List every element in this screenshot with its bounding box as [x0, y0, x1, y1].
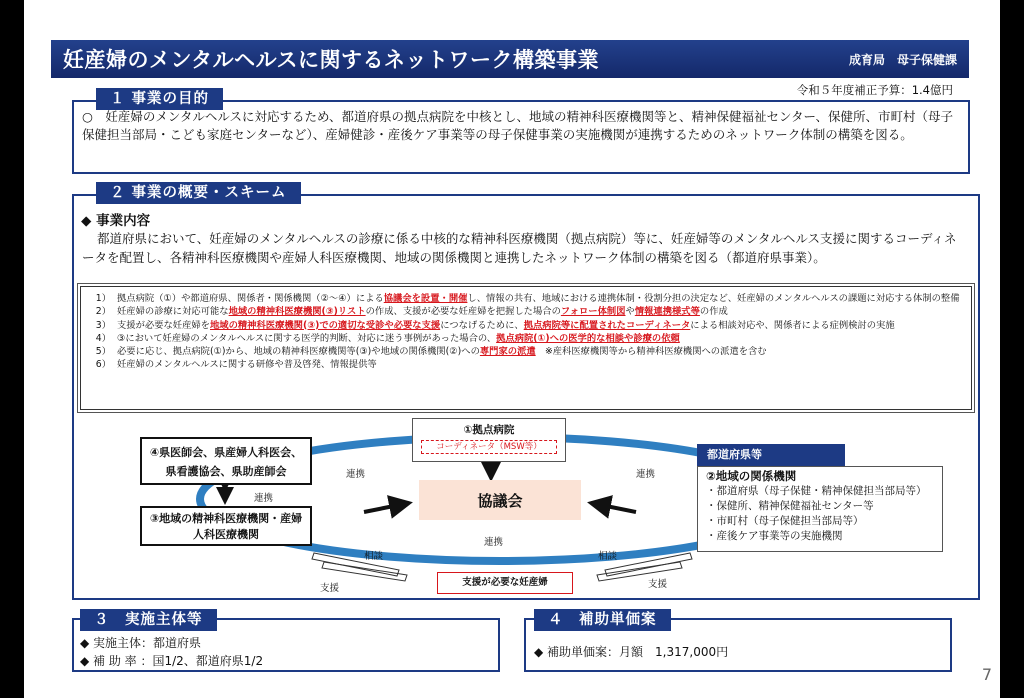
highlighted-phrase: 情報連携様式等 — [634, 306, 700, 318]
related-item: ・産後ケア事業等の実施機関 — [706, 530, 843, 542]
activity-number: 5） — [95, 346, 111, 358]
activity-number: 6） — [95, 359, 111, 371]
label-renkei-left: 連携 — [254, 493, 274, 504]
highlighted-phrase: フォロー体制図 — [560, 306, 626, 318]
highlighted-phrase: 専門家の派遣 — [479, 346, 536, 358]
label-soudan-left: 相談 — [364, 551, 384, 562]
activity-number: 3） — [95, 319, 111, 331]
label-renkei-bottom: 連携 — [484, 537, 504, 548]
department-label: 成育局 母子保健課 — [848, 52, 957, 67]
purpose-section-label: １ 事業の目的 — [96, 88, 223, 110]
activity-item — [87, 332, 965, 345]
label-renkei-topright: 連携 — [636, 469, 656, 480]
text-fragment: ③において妊産婦のメンタルヘルスに関する医学的判断、対応に迷う事例があった場合の、 — [117, 332, 497, 344]
text-fragment: 支援が必要な妊産婦を — [117, 319, 210, 331]
text-fragment: 拠点病院（①）や都道府県、関係者・関係機関（②～④）による — [117, 293, 384, 304]
highlighted-phrase: 拠点病院等に配置されたコーディネータ — [523, 319, 691, 331]
activity-number: 4） — [95, 332, 111, 344]
label-renkei-topleft: 連携 — [346, 469, 366, 480]
text-fragment: につなげるために、 — [440, 319, 524, 331]
activity-number: 1） — [95, 293, 111, 304]
activity-item — [87, 345, 965, 358]
subsidy-section-label: ４ 補助単価案 — [534, 609, 671, 631]
activity-item — [87, 358, 965, 371]
label-soudan-right: 相談 — [598, 551, 618, 562]
page-number: 7 — [981, 665, 992, 684]
activity-item — [87, 292, 965, 305]
overview-text: 都道府県において、妊産婦のメンタルヘルスの診療に係る中核的な精神科医療機関（拠点病院）等に、妊産婦等のメンタルヘルス支援に関するコーディネータを配置し、各精神科医療機関や産婦人科医療機関、地域の関係機関と連携したネットワーク体制の構築を図る（都道府県事業）。 — [82, 231, 957, 265]
label-shien-right: 支援 — [648, 579, 668, 590]
text-fragment: 妊産婦のメンタルヘルスに関する研修や普及啓発、情報提供等 — [117, 359, 377, 371]
subsidy-unit-line: ◆ 補助単価案：月額 1,317,000円 — [534, 645, 729, 659]
text-fragment: の作成、支援が必要な妊産婦を把握した場合の — [365, 306, 561, 318]
activity-text — [117, 319, 965, 332]
node-seishinka: ③地域の精神科医療機関・産婦人科医療機関 — [140, 506, 312, 546]
activity-item — [87, 305, 965, 318]
label-shien-left: 支援 — [320, 583, 340, 594]
budget-label: 令和５年度補正予算：1.4億円 — [796, 83, 953, 97]
text-fragment: 必要に応じ、拠点病院(①)から、地域の精神科医療機関等(③)や地域の関係機関(②)への — [117, 346, 480, 358]
related-item: ・市町村（母子保健担当部局等） — [706, 515, 864, 527]
related-title: ②地域の関係機関 — [706, 469, 797, 483]
activity-item — [87, 319, 965, 332]
text-fragment: 妊産婦の診療に対応可能な — [117, 306, 229, 318]
implementer-line: ◆ 実施主体：都道府県 — [80, 636, 202, 650]
activity-text — [117, 345, 965, 358]
text-fragment: し、情報の共有、地域における連携体制・役割分担の決定など、妊産婦のメンタルヘルスの課題に対応する体制の整備 — [467, 293, 960, 304]
text-fragment: ※産科医療機関等から精神科医療機関への派遣を含む — [535, 346, 767, 358]
related-item: ・都道府県（母子保健・精神保健担当部局等） — [706, 485, 927, 497]
node-related-agencies — [697, 466, 943, 552]
council-box: 協議会 — [419, 480, 581, 520]
activity-text — [117, 305, 965, 318]
page-title: 妊産婦のメンタルヘルスに関するネットワーク構築事業 — [63, 48, 600, 72]
pref-label: 都道府県等 — [697, 444, 845, 466]
activity-text — [117, 292, 965, 305]
activity-text — [117, 332, 965, 345]
overview-heading: ◆ 事業内容 — [81, 213, 151, 229]
node-kyoten-hospital — [412, 418, 566, 462]
title-bar — [51, 40, 969, 78]
text-fragment: による相談対応や、関係者による症例検討の実施 — [690, 319, 895, 331]
text-fragment: や — [625, 306, 635, 318]
activity-text — [117, 358, 965, 371]
node-ishikai: ④県医師会、県産婦人科医会、県看護協会、県助産師会 — [140, 437, 312, 485]
subsidy-rate-line: ◆ 補 助 率 ：国1/2、都道府県1/2 — [80, 654, 264, 668]
purpose-text: ○ 妊産婦のメンタルヘルスに対応するため、都道府県の拠点病院を中核とし、地域の精神科医療機関等と、精神保健福祉センター、保健所、市町村（母子保健担当部局・こども家庭センターなど）、産婦健診・産後ケア事業等の母子保健事業の実施機関が連携するためのネットワーク体制の構築を図る。 — [82, 109, 954, 142]
implementer-section-label: ３ 実施主体等 — [80, 609, 217, 631]
activity-number: 2） — [95, 306, 111, 318]
text-fragment: の作成 — [699, 306, 728, 318]
related-item: ・保健所、精神保健福祉センター等 — [706, 500, 874, 512]
highlighted-phrase: 地域の精神科医療機関(③)での適切な受診や必要な支援 — [209, 319, 441, 331]
highlighted-phrase: 協議会を設置・開催 — [383, 293, 468, 304]
activity-list — [80, 286, 972, 410]
highlighted-phrase: 拠点病院(①)への医学的な相談や診療の依頼 — [496, 332, 680, 344]
pregnant-women-box: 支援が必要な妊産婦 — [437, 572, 573, 594]
overview-section-label: ２ 事業の概要・スキーム — [96, 182, 301, 204]
node-kyoten-title: ①拠点病院 — [463, 424, 515, 436]
highlighted-phrase: 地域の精神科医療機関(③)リスト — [228, 306, 366, 318]
slide — [24, 0, 1000, 698]
coordinator-label: コーディネータ（MSW等） — [421, 440, 557, 454]
